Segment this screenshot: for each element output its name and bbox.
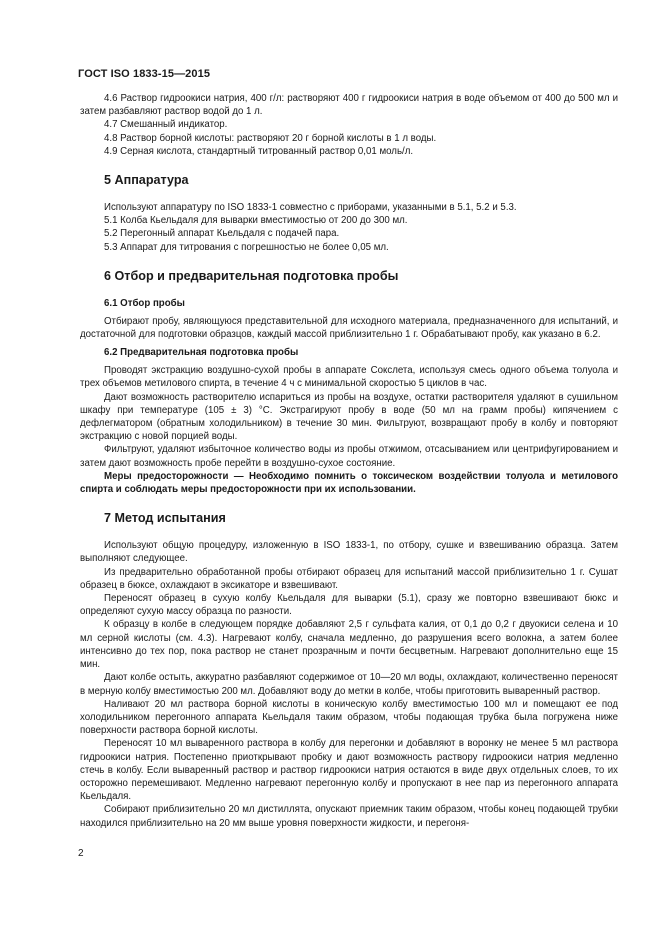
standard-header: ГОСТ ISO 1833-15—2015 bbox=[78, 68, 211, 80]
method-para: Наливают 20 мл раствора борной кислоты в коническую колбу вместимостью 100 мл и помещают ее под холодильником перегонного аппарата Кьельдаля таким образом, чтобы подающая трубка была погружена ниже поверхности раствора борной кислоты. bbox=[80, 698, 618, 737]
apparatus-5-3: 5.3 Аппарат для титрования с погрешностью не более 0,05 мл. bbox=[104, 241, 389, 253]
subsection-6-2-para: Фильтруют, удаляют избыточное количество воды из пробы отжимом, отсасыванием или центрифугированием и затем дают возможность пробе перейти в воздушно-сухое состояние. bbox=[80, 444, 618, 469]
subsection-6-2-heading: 6.2 Предварительная подготовка пробы bbox=[104, 347, 299, 359]
subsection-6-2-para: Дают возможность растворителю испариться из пробы на воздухе, остатки растворителя удаляют в сушильном шкафу при температуре (105 ± 3) °С. Экстрагируют пробу в воде (50 мл на грамм пробы) кипячением с дефлегматором (обратным холодильником) в течение 30 мин. Фильтруют, возвращают пробу в колбу и повторяют экстракцию с новой порцией воды. bbox=[80, 391, 618, 443]
method-para: Из предварительно обработанной пробы отбирают образец для испытаний массой приблизительно 1 г. Сушат образец в бюксе, охлаждают в эксикаторе и взвешивают. bbox=[80, 566, 618, 591]
reagent-4-7: 4.7 Смешанный индикатор. bbox=[104, 119, 228, 131]
section-5-heading: 5 Аппаратура bbox=[104, 173, 189, 188]
subsection-6-2-para: Проводят экстракцию воздушно-сухой пробы в аппарате Сокслета, используя смесь одного объема толуола и трех объемов метилового спирта, в течение 4 ч с минимальной скоростью 5 циклов в час. bbox=[80, 365, 618, 390]
apparatus-5-1: 5.1 Колба Кьельдаля для выварки вместимостью от 200 до 300 мл. bbox=[104, 215, 408, 227]
reagent-4-9: 4.9 Серная кислота, стандартный титрованный раствор 0,01 моль/л. bbox=[104, 145, 414, 157]
reagent-4-6: 4.6 Раствор гидроокиси натрия, 400 г/л: растворяют 400 г гидроокиси натрия в воде объемом от 400 до 500 мл и затем разбавляют раствор водой до 1 л. bbox=[80, 93, 618, 118]
subsection-6-1-heading: 6.1 Отбор пробы bbox=[104, 297, 185, 309]
safety-warning: Меры предосторожности — Необходимо помнить о токсическом воздействии толуола и метилового спирта и соблюдать меры предосторожности при их использовании. bbox=[80, 470, 618, 496]
method-para: Используют общую процедуру, изложенную в ISO 1833-1, по отбору, сушке и взвешиванию образца. Затем выполняют следующее. bbox=[80, 540, 618, 565]
section-6-heading: 6 Отбор и предварительная подготовка пробы bbox=[104, 268, 399, 283]
section-7-heading: 7 Метод испытания bbox=[104, 511, 226, 526]
page-number: 2 bbox=[78, 848, 84, 859]
section-5-intro: Используют аппаратуру по ISO 1833-1 совместно с приборами, указанными в 5.1, 5.2 и 5.3. bbox=[104, 202, 517, 214]
reagent-4-8: 4.8 Раствор борной кислоты: растворяют 20 г борной кислоты в 1 л воды. bbox=[104, 132, 437, 144]
apparatus-5-2: 5.2 Перегонный аппарат Кьельдаля с подачей пара. bbox=[104, 228, 340, 240]
page-content bbox=[80, 92, 618, 830]
method-para: Переносят образец в сухую колбу Кьельдаля для выварки (5.1), сразу же повторно взвешивают бюкс и определяют сухую массу образца по разности. bbox=[80, 593, 618, 618]
method-para: Дают колбе остыть, аккуратно разбавляют содержимое от 10—20 мл воды, охлаждают, количественно переносят в мерную колбу вместимостью 200 мл. Добавляют воду до метки в колбе, чтобы приготовить вываренный раствор. bbox=[80, 672, 618, 697]
method-para: Собирают приблизительно 20 мл дистиллята, опускают приемник таким образом, чтобы конец подающей трубки находился приблизительно на 20 мм выше уровня поверхности жидкости, и перегоня- bbox=[80, 804, 618, 829]
method-para: К образцу в колбе в следующем порядке добавляют 2,5 г сульфата калия, от 0,1 до 0,2 г двуокиси селена и 10 мл серной кислоты (см. 4.3). Нагревают колбу, сначала медленно, до разрушения всего волокна, а затем более интенсивно до тех пор, пока раствор не станет прозрачным и почти бесцветным. Нагревают дополнительно еще 15 мин. bbox=[80, 619, 618, 671]
subsection-6-1-text: Отбирают пробу, являющуюся представительной для исходного материала, предназначенного для испытаний, и достаточной для подготовки образцов, каждый массой приблизительно 1 г. Обрабатывают пробу, как указано в 6.2. bbox=[80, 315, 618, 341]
method-para: Переносят 10 мл вываренного раствора в колбу для перегонки и добавляют в воронку не менее 5 мл раствора гидроокиси натрия. Постепенно приоткрывают пробку и дают возможность раствору гидроокиси натрия медленно стечь в колбу. Если вываренный раствор и раствор гидроокиси натрия остаются в виде двух отдельных слоев, то их осторожно перемешивают. Медленно нагревают перегонную колбу и пропускают в нее пар из перегонного аппарата Кьельдаля. bbox=[80, 738, 618, 803]
